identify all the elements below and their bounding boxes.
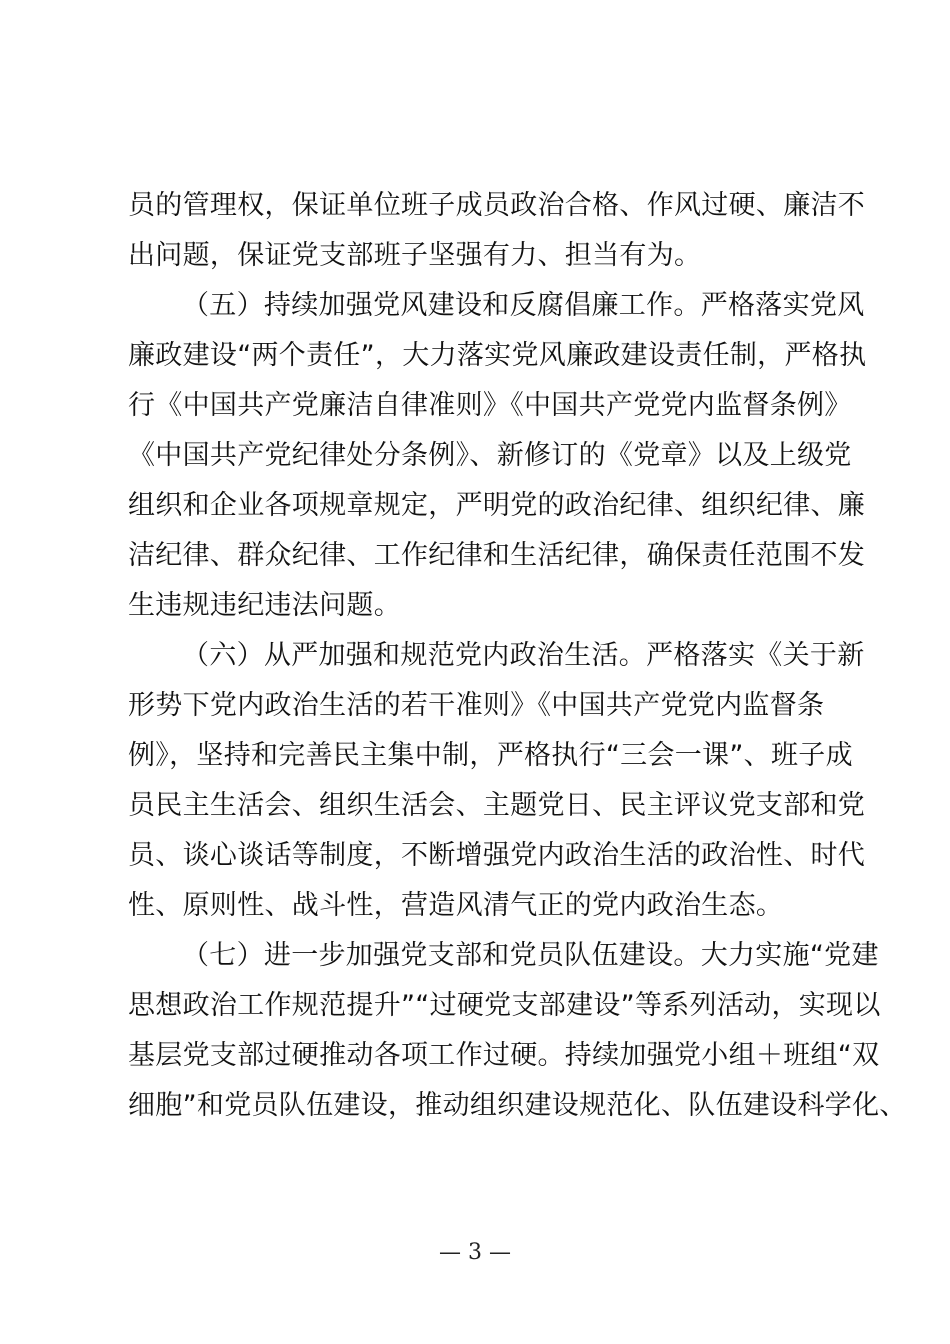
text-line: 行《中国共产党廉洁自律准则》《中国共产党党内监督条例》 xyxy=(128,390,852,421)
text-line: 基层党支部过硬推动各项工作过硬。持续加强党小组＋班组“双 xyxy=(128,1040,880,1071)
text-line: 员的管理权，保证单位班子成员政治合格、作风过硬、廉洁不 xyxy=(128,190,866,221)
text-line: 洁纪律、群众纪律、工作纪律和生活纪律，确保责任范围不发 xyxy=(128,540,866,571)
text-line: 廉政建设“两个责任”，大力落实党风廉政建设责任制，严格执 xyxy=(128,340,867,371)
text-line: 组织和企业各项规章规定，严明党的政治纪律、组织纪律、廉 xyxy=(128,490,866,521)
text-line: 思想政治工作规范提升”“过硬党支部建设”等系列活动，实现以 xyxy=(128,990,881,1021)
paragraph-6-first-line: （六）从严加强和规范党内政治生活。严格落实《关于新 xyxy=(182,640,865,671)
text-line: 性、原则性、战斗性，营造风清气正的党内政治生态。 xyxy=(128,890,784,921)
text-line: 细胞”和党员队伍建设，推动组织建设规范化、队伍建设科学化、 xyxy=(128,1090,907,1121)
text-line: 员、谈心谈话等制度，不断增强党内政治生活的政治性、时代 xyxy=(128,840,866,871)
text-line: 形势下党内政治生活的若干准则》《中国共产党党内监督条 xyxy=(128,690,825,721)
page-number: — 3 — xyxy=(439,1240,511,1265)
text-line: 例》，坚持和完善民主集中制，严格执行“三会一课”、班子成 xyxy=(128,740,853,771)
text-line: 员民主生活会、组织生活会、主题党日、民主评议党支部和党 xyxy=(128,790,866,821)
text-line: 《中国共产党纪律处分条例》、新修订的《党章》以及上级党 xyxy=(128,440,852,471)
paragraph-7-first-line: （七）进一步加强党支部和党员队伍建设。大力实施“党建 xyxy=(182,940,879,971)
text-line: 出问题，保证党支部班子坚强有力、担当有为。 xyxy=(128,240,702,271)
text-line: 生违规违纪违法问题。 xyxy=(128,590,401,621)
paragraph-5-first-line: （五）持续加强党风建设和反腐倡廉工作。严格落实党风 xyxy=(182,290,865,321)
